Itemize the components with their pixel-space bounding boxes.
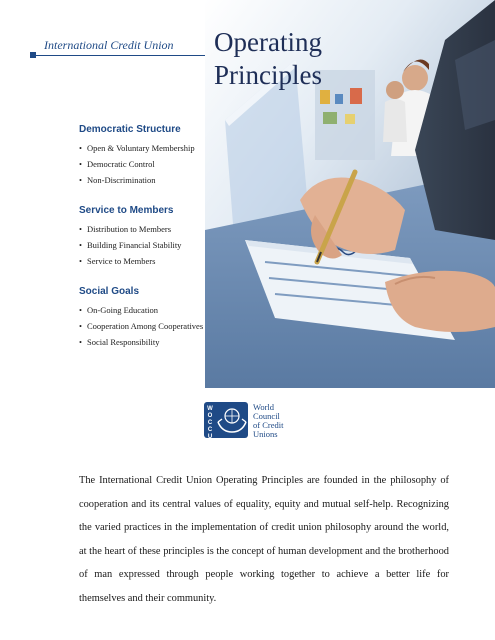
- woccu-logo: [204, 402, 304, 442]
- woccu-emblem-icon: [204, 402, 248, 438]
- principles-list: [79, 124, 205, 367]
- hands-globe-icon: [204, 402, 248, 438]
- logo-text-line: Unions: [253, 429, 278, 439]
- organization-name: International Credit Union: [44, 38, 174, 52]
- logo-abbreviation: W O C C U: [207, 406, 213, 440]
- list-item: • Democratic Control: [79, 156, 205, 172]
- section-heading: Democratic Structure: [79, 124, 181, 135]
- list-item: • Distribution to Members: [79, 221, 205, 237]
- intro-paragraph: The International Credit Union Operating Principles are founded in the philosophy of cooperation and its central values of equality, equity and mutual self-help. Recognizing the varied practices in the implementation of credit union philosophy around the world, at the heart of these principles is the concept of human development and the brotherhood of man expressed through people working together to achieve a better life for themselves and their community.: [79, 475, 449, 604]
- list-item: • Service to Members: [79, 253, 205, 269]
- document-title-line2: Principles: [214, 60, 322, 90]
- section-heading: Service to Members: [79, 205, 174, 216]
- logo-text-line: of Credit: [253, 420, 284, 430]
- list-item: • Non-Discrimination: [79, 172, 205, 188]
- list-item: • Social Responsibility: [79, 334, 205, 350]
- section-social-goals: [79, 286, 205, 350]
- section-democratic-structure: [79, 124, 205, 188]
- document-title: [214, 26, 322, 92]
- list-item: • Building Financial Stability: [79, 237, 205, 253]
- logo-text-line: World: [253, 402, 275, 412]
- list-item: • Cooperation Among Cooperatives: [79, 318, 205, 334]
- logo-wordmark: [253, 403, 313, 439]
- logo-text-line: Council: [253, 411, 280, 421]
- section-heading: Social Goals: [79, 286, 140, 297]
- section-service-to-members: [79, 205, 205, 269]
- list-item: • On-Going Education: [79, 302, 205, 318]
- list-item: • Open & Voluntary Membership: [79, 140, 205, 156]
- header-rule: [32, 55, 208, 56]
- document-title-line1: Operating: [214, 27, 322, 57]
